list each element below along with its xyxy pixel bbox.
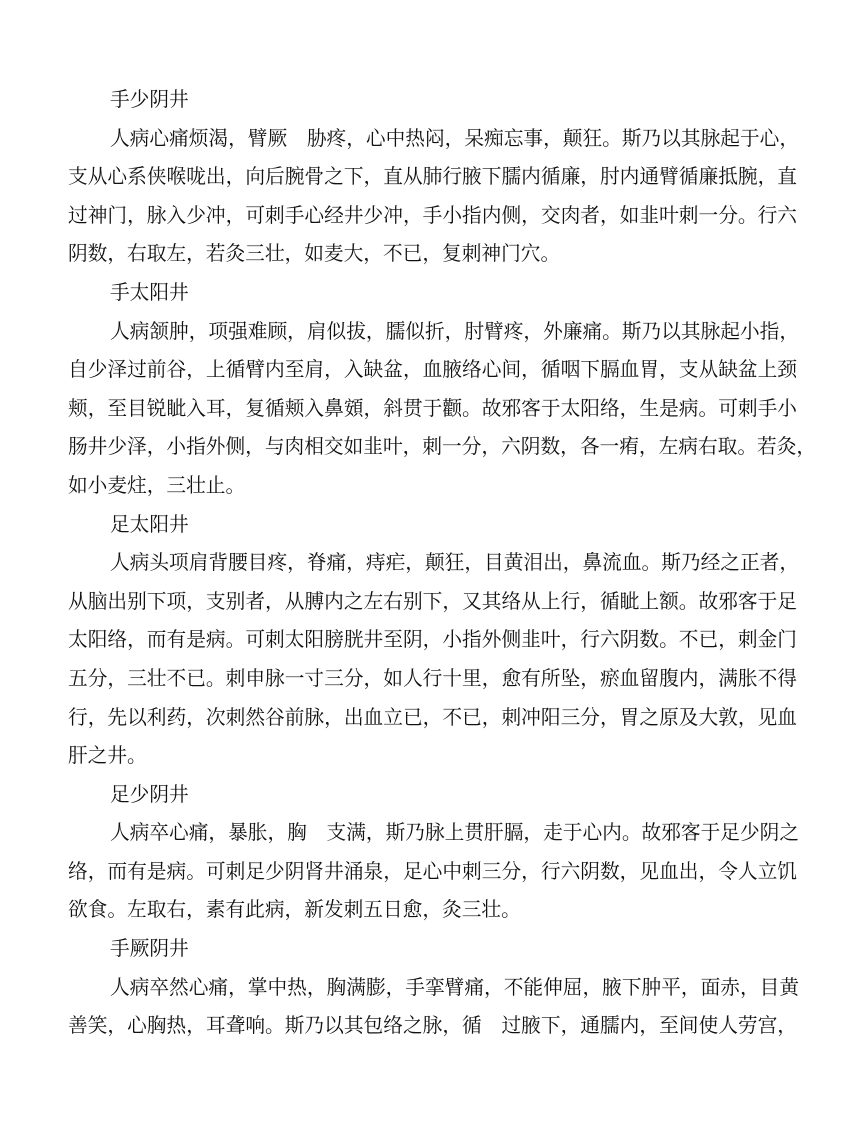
paragraph-line: 自少泽过前谷，上循臂内至肩，入缺盆，血腋络心间，循咽下膈血胃，支从缺盆上颈 (68, 359, 797, 382)
paragraph-line: 过神门，脉入少冲，可刺手心经井少冲，手小指内侧，交肉者，如韭叶刺一分。行六 (68, 204, 797, 227)
paragraph-line: 欲食。左取右，素有此病，新发刺五日愈，灸三壮。 (68, 899, 521, 922)
section (68, 776, 800, 930)
paragraph-line: 肝之井。 (68, 745, 147, 768)
section-heading: 足太阳井 (110, 513, 189, 536)
paragraph-line: 颊，至目锐眦入耳，复循颊入鼻頞，斜贯于颧。故邪客于太阳络，生是病。可刺手小 (68, 397, 797, 420)
paragraph-line: 人病卒然心痛，掌中热，胸满膨，手挛臂痛，不能伸屈，腋下肿平，面赤，目黄 (110, 976, 800, 999)
section-heading: 手少阴井 (110, 89, 189, 111)
paragraph-line: 行，先以利药，次刺然谷前脉，出血立已，不已，刺冲阳三分，胃之原及大敦，见血 (68, 706, 797, 729)
paragraph-line: 人病卒心痛，暴胀，胸 支满，斯乃脉上贯肝膈，走于心内。故邪客于足少阴之 (110, 822, 800, 845)
paragraph-line: 五分，三壮不已。刺申脉一寸三分，如人行十里，愈有所坠，瘀血留腹内，满胀不得 (68, 667, 797, 690)
paragraph-line: 人病颔肿，项强难顾，肩似拔，臑似折，肘臂疼，外廉痛。斯乃以其脉起小指， (110, 320, 800, 343)
paragraph-line: 络，而有是病。可刺足少阴肾井涌泉，足心中刺三分，行六阴数，见血出，令人立饥 (68, 860, 797, 883)
paragraph-line: 肠井少泽，小指外侧，与肉相交如韭叶，刺一分，六阴数，各一痏，左病右取。若灸， (68, 436, 817, 459)
section-heading: 足少阴井 (110, 783, 189, 806)
paragraph-line: 太阳络，而有是病。可刺太阳膀胱井至阴，小指外侧韭叶，行六阴数。不已，刺金门 (68, 629, 797, 652)
paragraph-line: 善笑，心胸热，耳聋响。斯乃以其包络之脉，循 过腋下，通臑内，至间使人劳宫， (68, 1015, 797, 1038)
section-heading: 手厥阴井 (110, 938, 189, 961)
section (68, 274, 817, 506)
paragraph-line: 从脑出别下项，支别者，从膊内之左右别下，又其络从上行，循眦上额。故邪客于足 (68, 590, 797, 613)
section-heading: 手太阳井 (110, 281, 189, 304)
paragraph-line: 人病心痛烦渴，臂厥 胁疼，心中热闷，呆痴忘事，颠狂。斯乃以其脉起于心， (110, 127, 800, 150)
paragraph-line: 如小麦炷，三壮止。 (68, 474, 246, 497)
paragraph-line: 阴数，右取左，若灸三壮，如麦大，不已，复刺神门穴。 (68, 243, 561, 266)
paragraph-line: 人病头项肩背腰目疼，脊痛，痔疟，颠狂，目黄泪出，鼻流血。斯乃经之正者， (110, 552, 800, 575)
section (68, 930, 800, 1046)
section (68, 81, 800, 274)
paragraph-line: 支从心系侠喉咙出，向后腕骨之下，直从肺行腋下臑内循廉，肘内通臂循廉抵腕，直 (68, 166, 797, 189)
section (68, 506, 800, 776)
document-page (68, 81, 817, 1046)
